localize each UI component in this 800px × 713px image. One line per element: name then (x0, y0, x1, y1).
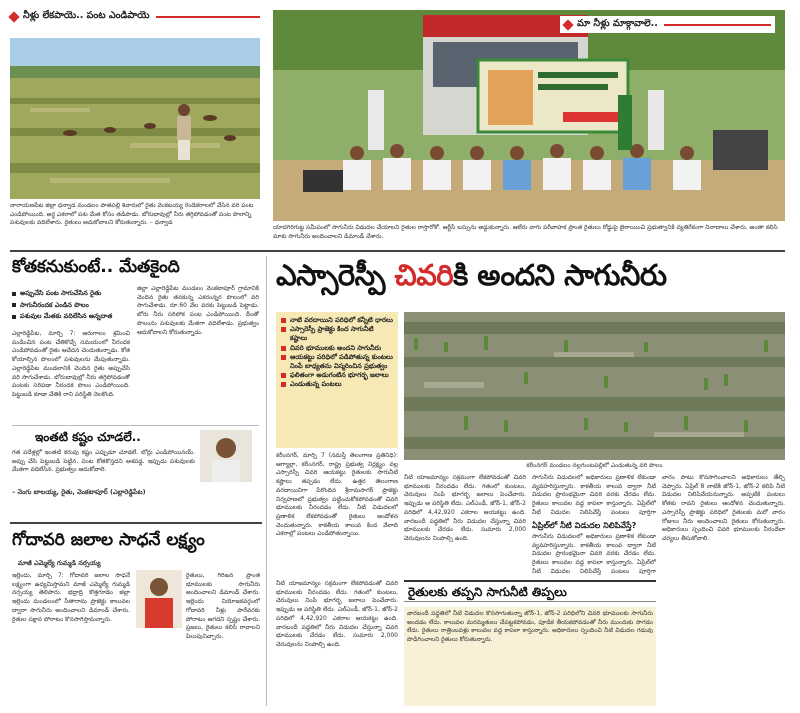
main-headline-highlight: చివరి (394, 258, 454, 292)
section-divider (10, 522, 262, 524)
main-col3-cont: సాగునీరు విడుదలలో అధికారులు ప్రణాళిక లేకుండా వ్యవహరిస్తున్నారు. కాకతీయ కాలువ ద్వారా నీటి విడుదల ప్రారంభమైనా చివరి వరకు చేరడం లేదు. రైతులు కాలువల వద్ద కాపలా కాస్తున్నారు. ఏప్రిల్‌లో నీటి విడుదల నిలిపివేస్తే పంటలు పూర్తిగా (532, 533, 656, 575)
story2-body-left: ఇల్లెందు, మార్చి 7: గోదావరి జలాల సాధనే లక్ష్యంగా ఉద్యమిస్తామని మాజీ ఎమ్మెల్యే గుమ్మడి నర్సయ్య తెలిపారు. భద్రాద్రి కొత్తగూడెం జిల్లా ఇల్లెందు మండలంలో సీతారామ ప్రాజెక్టు కాలువల ద్వారా సాగునీరు అందించాలని డిమాండ్ చేశారు. రైతుల పక్షాన పోరాటం కొనసాగిస్తామన్నారు. (12, 572, 130, 623)
highlight-item: ఆయకట్టు పరిధిలో పడిపోతున్న కుంటలు నింపే బాధ్యతను విస్మరించిన ప్రభుత్వం (281, 353, 393, 371)
quote-divider (12, 425, 259, 426)
main-col3: సాగునీరు విడుదలలో అధికారులు ప్రణాళిక లేకుండా వ్యవహరిస్తున్నారు. కాకతీయ కాలువ ద్వారా నీటి విడుదల ప్రారంభమైనా చివరి వరకు చేరడం లేదు. రైతులు కాలువల వద్ద కాపలా కాస్తున్నారు. ఏప్రిల్‌లో నీటి విడుదల నిలిపివేస్తే పంటలు పూర్తిగా (532, 474, 656, 516)
dry-paddy-photo (404, 312, 785, 460)
story2-byline: మాజీ ఎమ్మెల్యే గుమ్మడి నర్సయ్య (18, 559, 101, 567)
main-col3-subhead: ఏప్రిల్‌లో నీటి విడుదల నిలిపివేస్తే? (532, 521, 637, 530)
bullet-icon (12, 315, 16, 319)
story1-bullet: అప్పుచేసి పంట సాగుచేసిన రైతు (12, 288, 130, 300)
sub-story-headline: రైతులకు తప్పని సాగునీటి తిప్పలు (408, 585, 567, 599)
story1-bullets (12, 288, 130, 323)
section-divider (10, 250, 785, 252)
quote-headline: ఇంతటి కష్టం చూడలే.. (35, 430, 141, 444)
story2-headline: గోదావరి జలాల సాధనే లక్ష్యం (12, 530, 205, 550)
top-right-tag (560, 16, 775, 33)
top-left-tag-text: నీళ్లు లేకపాయె.. పంట ఎండిపాయె (23, 10, 150, 21)
dry-field-photo (10, 38, 260, 199)
farmers-protest-photo (273, 10, 785, 221)
top-right-caption: యాదగిరిగుట్ట సమీపంలో సాగునీరు విడుదల చేయాలని రైతుల రాస్తారోకో. ఆర్టీసీ బస్సును అడ్డుకున్నారు. ఆలేరు వాగు పరీవాహక ప్రాంత రైతులు రోడ్డుపై బైఠాయించి ప్రభుత్వానికి వ్యతిరేకంగా నినాదాలు చేశారు. అంతా కలిసి మాకు సాగునీరు అందించాలని డిమాండ్ చేశారు. (273, 224, 778, 240)
highlights-box (276, 312, 398, 448)
main-photo-caption: కరీంనగర్ మండలం నల్లగుంటపల్లిలో ఎండుతున్న వరి పొలం (526, 462, 663, 469)
main-headline (276, 258, 667, 300)
diamond-icon (8, 11, 19, 22)
sub-story-heading-box (404, 580, 656, 602)
highlight-item: ఎండుతున్న పంటలు (281, 380, 393, 389)
square-bullet-icon (281, 346, 286, 351)
story1-bullet: సాగునీరందక ఎండిన పొలం (12, 300, 130, 312)
story2-body-right: రైతులు, గిరిజన ప్రాంత భూములకు సాగునీరు అందించాలని డిమాండ్ చేశారు. ఇల్లెందు నియోజకవర్గంలో గోదావరి నీళ్లు పారేవరకు పోరాటం ఆగదని స్పష్టం చేశారు. ప్రజలు, రైతులు కలిసి రావాలని పిలుపునిచ్చారు. (186, 572, 260, 640)
square-bullet-icon (281, 382, 286, 387)
square-bullet-icon (281, 318, 286, 323)
main-col2: నీటి యాజమాన్యం సక్రమంగా లేకపోవడంతో చివరి భూములకు నీరందడం లేదు. గతంలో కుంటలు, చెరువులు నింపి భూగర్భ జలాలు పెంచేవారు. ఇప్పుడు ఆ పరిస్థితి లేదు. ఎల్ఎండీ, జోన్-1, జోన్-2 పరిధిలో 4,42,920 ఎకరాల ఆయకట్టు ఉంది. వారబందీ పద్ధతిలో నీరు విడుదల చేస్తున్నా చివరి భూములకు చేరడం లేదు. సుమారు 2,000 చెరువులను నింపాల్సి ఉంది. (404, 474, 526, 542)
top-left-caption: నారాయణపేట జిల్లా ధన్వాడ మండలం పాతపల్లి శివారులో రైతు వెంకటయ్య రెండెకరాలలో వేసిన వరి పంట ఎండిపోయింది. అర్ధ ఎకరాలో పశు మేత కోసం తడిపాడు. బోరుబావుల్లో నీరు తగ్గిపోవడంతో పంట పొలాన్ని పశువులకు వదిలేశారు. రైతులు ఆదుకోవాలని కోరుతున్నారు. – ధన్వాడ (10, 202, 254, 227)
column-divider (266, 256, 267, 706)
highlight-item: ఫలితంగా అడుగంటిన భూగర్భ జలాలు (281, 371, 393, 380)
main-headline-prefix: ఎస్సారెస్పీ (276, 258, 395, 292)
top-left-tag (10, 10, 260, 23)
main-col4: వారం పాటు కొనసాగించాలని అధికారులు తేల్చి చెప్పారు. ఏప్రిల్ 8 నాటికి జోన్-1, జోన్-2 కలిపి నీటి విడుదల నిలిపివేయనున్నారు. అప్పటికి పంటలు కోతకు రావని రైతులు ఆందోళన చెందుతున్నారు. ఎస్సారెస్పీ ప్రాజెక్టు పరిధిలో రైతులకు మరో వారం రోజులు నీరు అందించాలని రైతులు కోరుతున్నారు. అధికారులు స్పందించి చివరి భూములకు నీరందేలా చర్యలు తీసుకోవాలి. (662, 474, 785, 542)
story1-bullet: పశువుల మేతకు వదిలేసిన అన్నదాత (12, 311, 130, 323)
highlight-item: ఎస్సారెస్పీ ప్రాజెక్టు కింద సాగునీటి కష్టాలు (281, 325, 393, 343)
square-bullet-icon (281, 355, 286, 360)
sub-story-body: వారబందీ పద్ధతిలో నీటి విడుదల కొనసాగుతున్నా జోన్-1, జోన్-2 పరిధిలోని చివరి భూములకు సాగునీరు అందడం లేదు. కాలువల మరమ్మతులు చేపట్టకపోవడం, పూడిక తీయకపోవడంతో నీరు ముందుకు సాగడం లేదు. రైతులు రాత్రింబవళ్లు కాలువల వద్ద కాపలా కాస్తున్నారు. అధికారులు స్పందించి నీటి విడుదల గడువు పొడిగించాలని రైతులు కోరుతున్నారు. (404, 607, 656, 706)
highlight-item: నాటి వరదాయిని పరిధిలో కన్నీటి ధారలు (281, 316, 393, 325)
leader-portrait (136, 570, 182, 628)
tag-rule (156, 16, 261, 18)
bullet-icon (12, 292, 16, 296)
square-bullet-icon (281, 373, 286, 378)
farmer-portrait (200, 430, 252, 482)
main-col1-cont: నీటి యాజమాన్యం సక్రమంగా లేకపోవడంతో చివరి భూములకు నీరందడం లేదు. గతంలో కుంటలు, చెరువులు నింపి భూగర్భ జలాలు పెంచేవారు. ఇప్పుడు ఆ పరిస్థితి లేదు. ఎల్ఎండీ, జోన్-1, జోన్-2 పరిధిలో 4,42,920 ఎకరాల ఆయకట్టు ఉంది. వారబందీ పద్ధతిలో నీరు విడుదల చేస్తున్నా చివరి భూములకు చేరడం లేదు. సుమారు 2,000 చెరువులను నింపాల్సి ఉంది. (276, 580, 398, 648)
diamond-icon (562, 19, 573, 30)
story1-body-left: ఎల్లారెడ్డిపేట, మార్చి 7: ఆరుగాలం శ్రమించి పండించిన పంట చేతికొచ్చే సమయంలో నీరందక ఎండిపోవడంతో రైతు ఆవేదన చెందుతున్నాడు. కోత కోయాల్సిన పొలంలో పశువులను మేపుతున్నాడు. ఎల్లారెడ్డిపేట మండలానికి చెందిన రైతు అప్పుచేసి వరి సాగుచేశాడు. బోరుబావుల్లో నీరు తగ్గిపోవడంతో పంటకు సరిపడా నీరందక పొలం ఎండిపోయింది. పెట్టుబడి కూడా చేతికి రాని పరిస్థితి నెలకొంది. (12, 330, 130, 398)
quote-body: గత పదేళ్లల్లో ఇంతటి కరువు కష్టం ఎప్పుడూ చూడలే. బోర్లు ఎండిపోయినయ్. అప్పు చేసి పెట్టుబడి పెట్టిన. పంట కోతకొస్తదని ఆశపడ్డ. ఇప్పుడు పశువులకు మేతగా వదిలేసిన. ప్రభుత్వం ఆదుకోవాలె. (12, 449, 195, 474)
main-headline-suffix: కి అందని సాగునీరు (453, 258, 667, 292)
top-right-tag-text: మా నీళ్లు మాక్గావాలె.. (577, 18, 658, 29)
tag-rule (664, 24, 771, 26)
bullet-icon (12, 303, 16, 307)
main-col1: కరీంనగర్, మార్చి 7 (నమస్తే తెలంగాణ ప్రతినిధి): ఆగ్యాల్లా, కరీంనగర్, రాష్ట్ర ప్రభుత్వ నిర్లక్ష్యం వల్ల ఎస్సారెస్పీ చివరి ఆయకట్టు రైతులకు సాగునీటి కష్టాలు తప్పడం లేదు. ఉత్తర తెలంగాణ వరదాయినిగా పేరొందిన శ్రీరామసాగర్ ప్రాజెక్టు నిర్వహణలో ప్రభుత్వం పట్టించుకోకపోవడంతో చివరి భూములకు నీరందడం లేదు. నీటి విడుదలలో ప్రణాళిక లేకపోవడంతో రైతులు ఆందోళన చెందుతున్నారు. కాకతీయ కాలువ కింద వేలాది ఎకరాల్లో పంటలు ఎండిపోతున్నాయి. (276, 452, 398, 538)
story1-body-right: జిల్లా ఎల్లారెడ్డిపేట మండలం వెంకటాపూర్ గ్రామానికి చెందిన రైతు తనకున్న ఎకరంన్నర పొలంలో వరి సాగుచేశాడు. రూ.60 వేల వరకు పెట్టుబడి పెట్టాడు. బోరు నీరు సరిపోక పంట ఎండిపోయింది. దీంతో పొలంను పశువులకు మేతగా వదిలేశాడు. ప్రభుత్వం ఆదుకోవాలని కోరుతున్నాడు. (137, 285, 259, 336)
square-bullet-icon (281, 327, 286, 332)
quote-byline: – నెంగు బాలయ్య, రైతు, వెంకటాపూర్ (ఎల్లారెడ్డిపేట) (12, 488, 146, 496)
story1-headline: కోతకనుకుంటే.. మేతకైంది (12, 257, 180, 277)
highlight-item: చివరి భూములకు అందని సాగునీరు (281, 344, 393, 353)
